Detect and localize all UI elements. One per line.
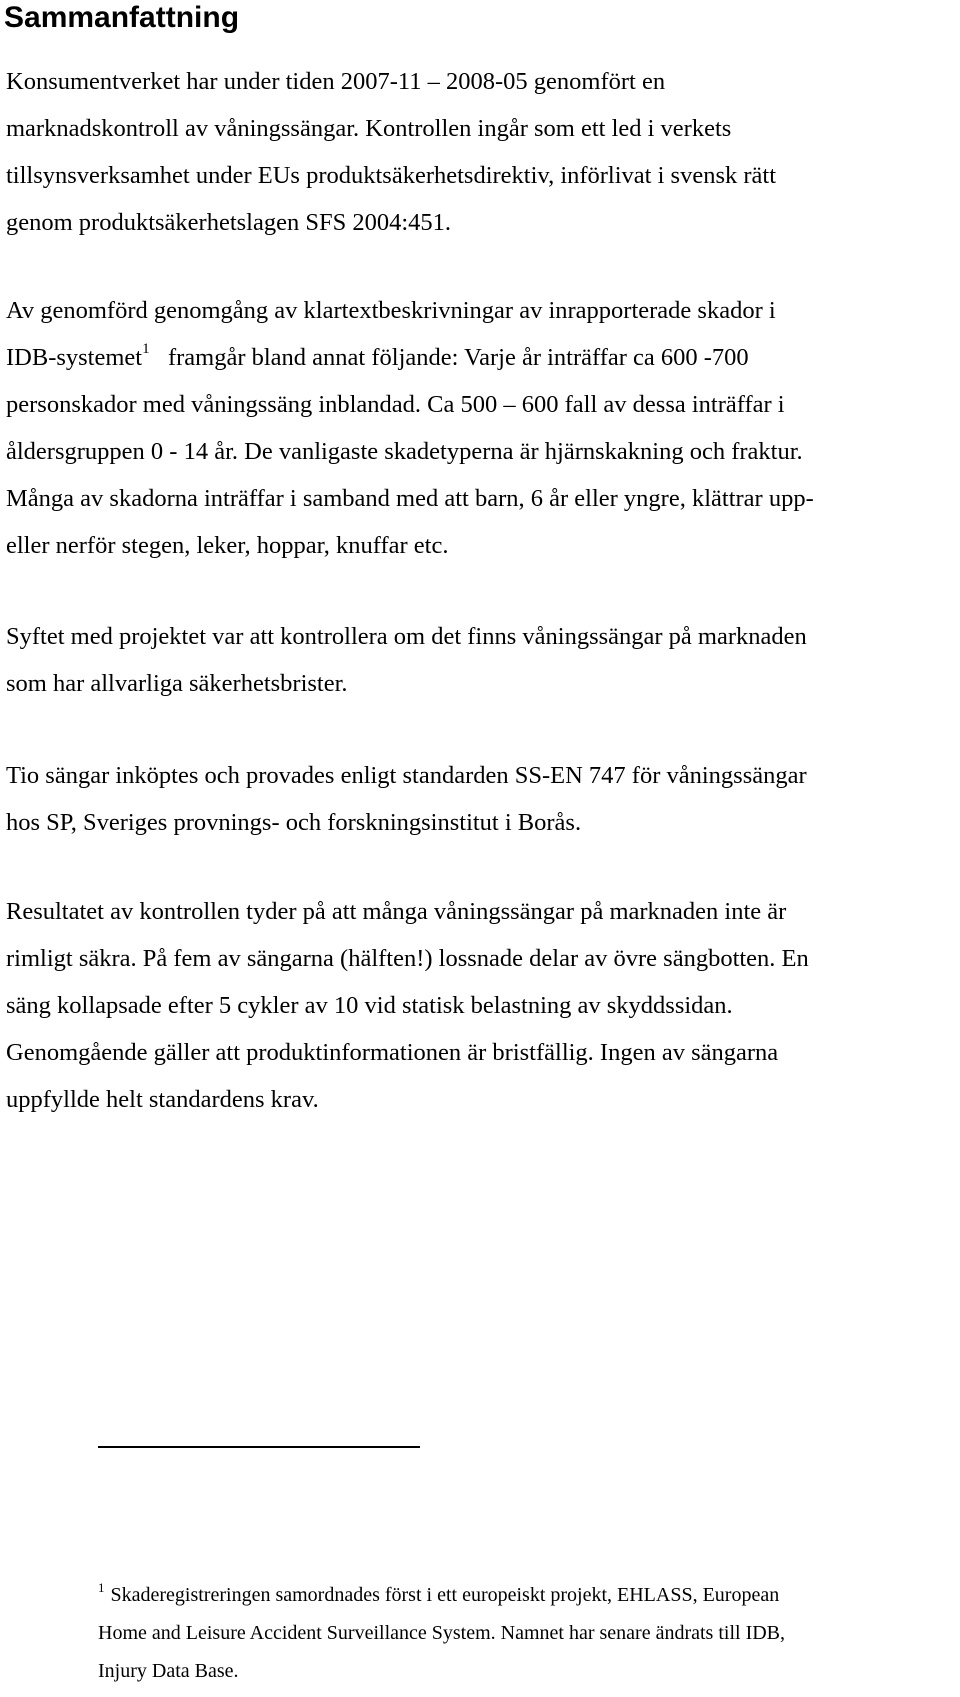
text-line: som har allvarliga säkerhetsbrister. [6,670,348,697]
text-line: marknadskontroll av våningssängar. Kontrollen ingår som ett led i verkets [6,115,732,142]
footnote-line: Home and Leisure Accident Surveillance System. Namnet har senare ändrats till IDB, [98,1622,786,1644]
footnote-number: 1 [98,1580,105,1595]
paragraph-purpose [6,613,951,707]
section-heading: Sammanfattning [4,1,240,34]
paragraph-intro [6,58,951,246]
paragraph-injury-data [6,287,951,569]
paragraph-results [6,888,951,1123]
footnote-line: Skaderegistreringen samordnades först i ett europeiskt projekt, EHLASS, European [110,1584,780,1606]
text-line: Genomgående gäller att produktinformationen är bristfällig. Ingen av sängarna [6,1039,779,1066]
text-line: Många av skadorna inträffar i samband med att barn, 6 år eller yngre, klättrar upp- [6,485,814,512]
text-line: uppfyllde helt standardens krav. [6,1086,319,1113]
paragraph-testing [6,752,951,846]
text-line: hos SP, Sveriges provnings- och forskningsinstitut i Borås. [6,809,582,836]
text-line: genom produktsäkerhetslagen SFS 2004:451. [6,209,452,236]
text-line: Av genomförd genomgång av klartextbeskrivningar av inrapporterade skador i [6,297,776,324]
text-line: Tio sängar inköptes och provades enligt standarden SS-EN 747 för våningssängar [6,762,807,789]
footnote-separator [98,1446,420,1448]
text-line: IDB-systemet [6,344,143,371]
text-line: eller nerför stegen, leker, hoppar, knuffar etc. [6,532,449,559]
text-line: Konsumentverket har under tiden 2007-11 – 2008-05 genomfört en [6,68,666,95]
text-line: rimligt säkra. På fem av sängarna (hälften!) lossnade delar av övre sängbotten. En [6,945,809,972]
text-line: Resultatet av kontrollen tyder på att många våningssängar på marknaden inte är [6,898,787,925]
text-line: personskador med våningssäng inblandad. Ca 500 – 600 fall av dessa inträffar i [6,391,785,418]
text-line: åldersgruppen 0 - 14 år. De vanligaste skadetyperna är hjärnskakning och fraktur. [6,438,803,465]
text-line: framgår bland annat följande: Varje år inträffar ca 600 -700 [167,344,749,371]
text-line: tillsynsverksamhet under EUs produktsäkerhetsdirektiv, införlivat i svensk rätt [6,162,777,189]
text-line: säng kollapsade efter 5 cykler av 10 vid statisk belastning av skyddssidan. [6,992,733,1019]
text-line: Syftet med projektet var att kontrollera om det finns våningssängar på marknaden [6,623,807,650]
footnote [98,1576,898,1690]
footnote-reference[interactable]: 1 [142,341,150,357]
footnote-line: Injury Data Base. [98,1660,239,1682]
